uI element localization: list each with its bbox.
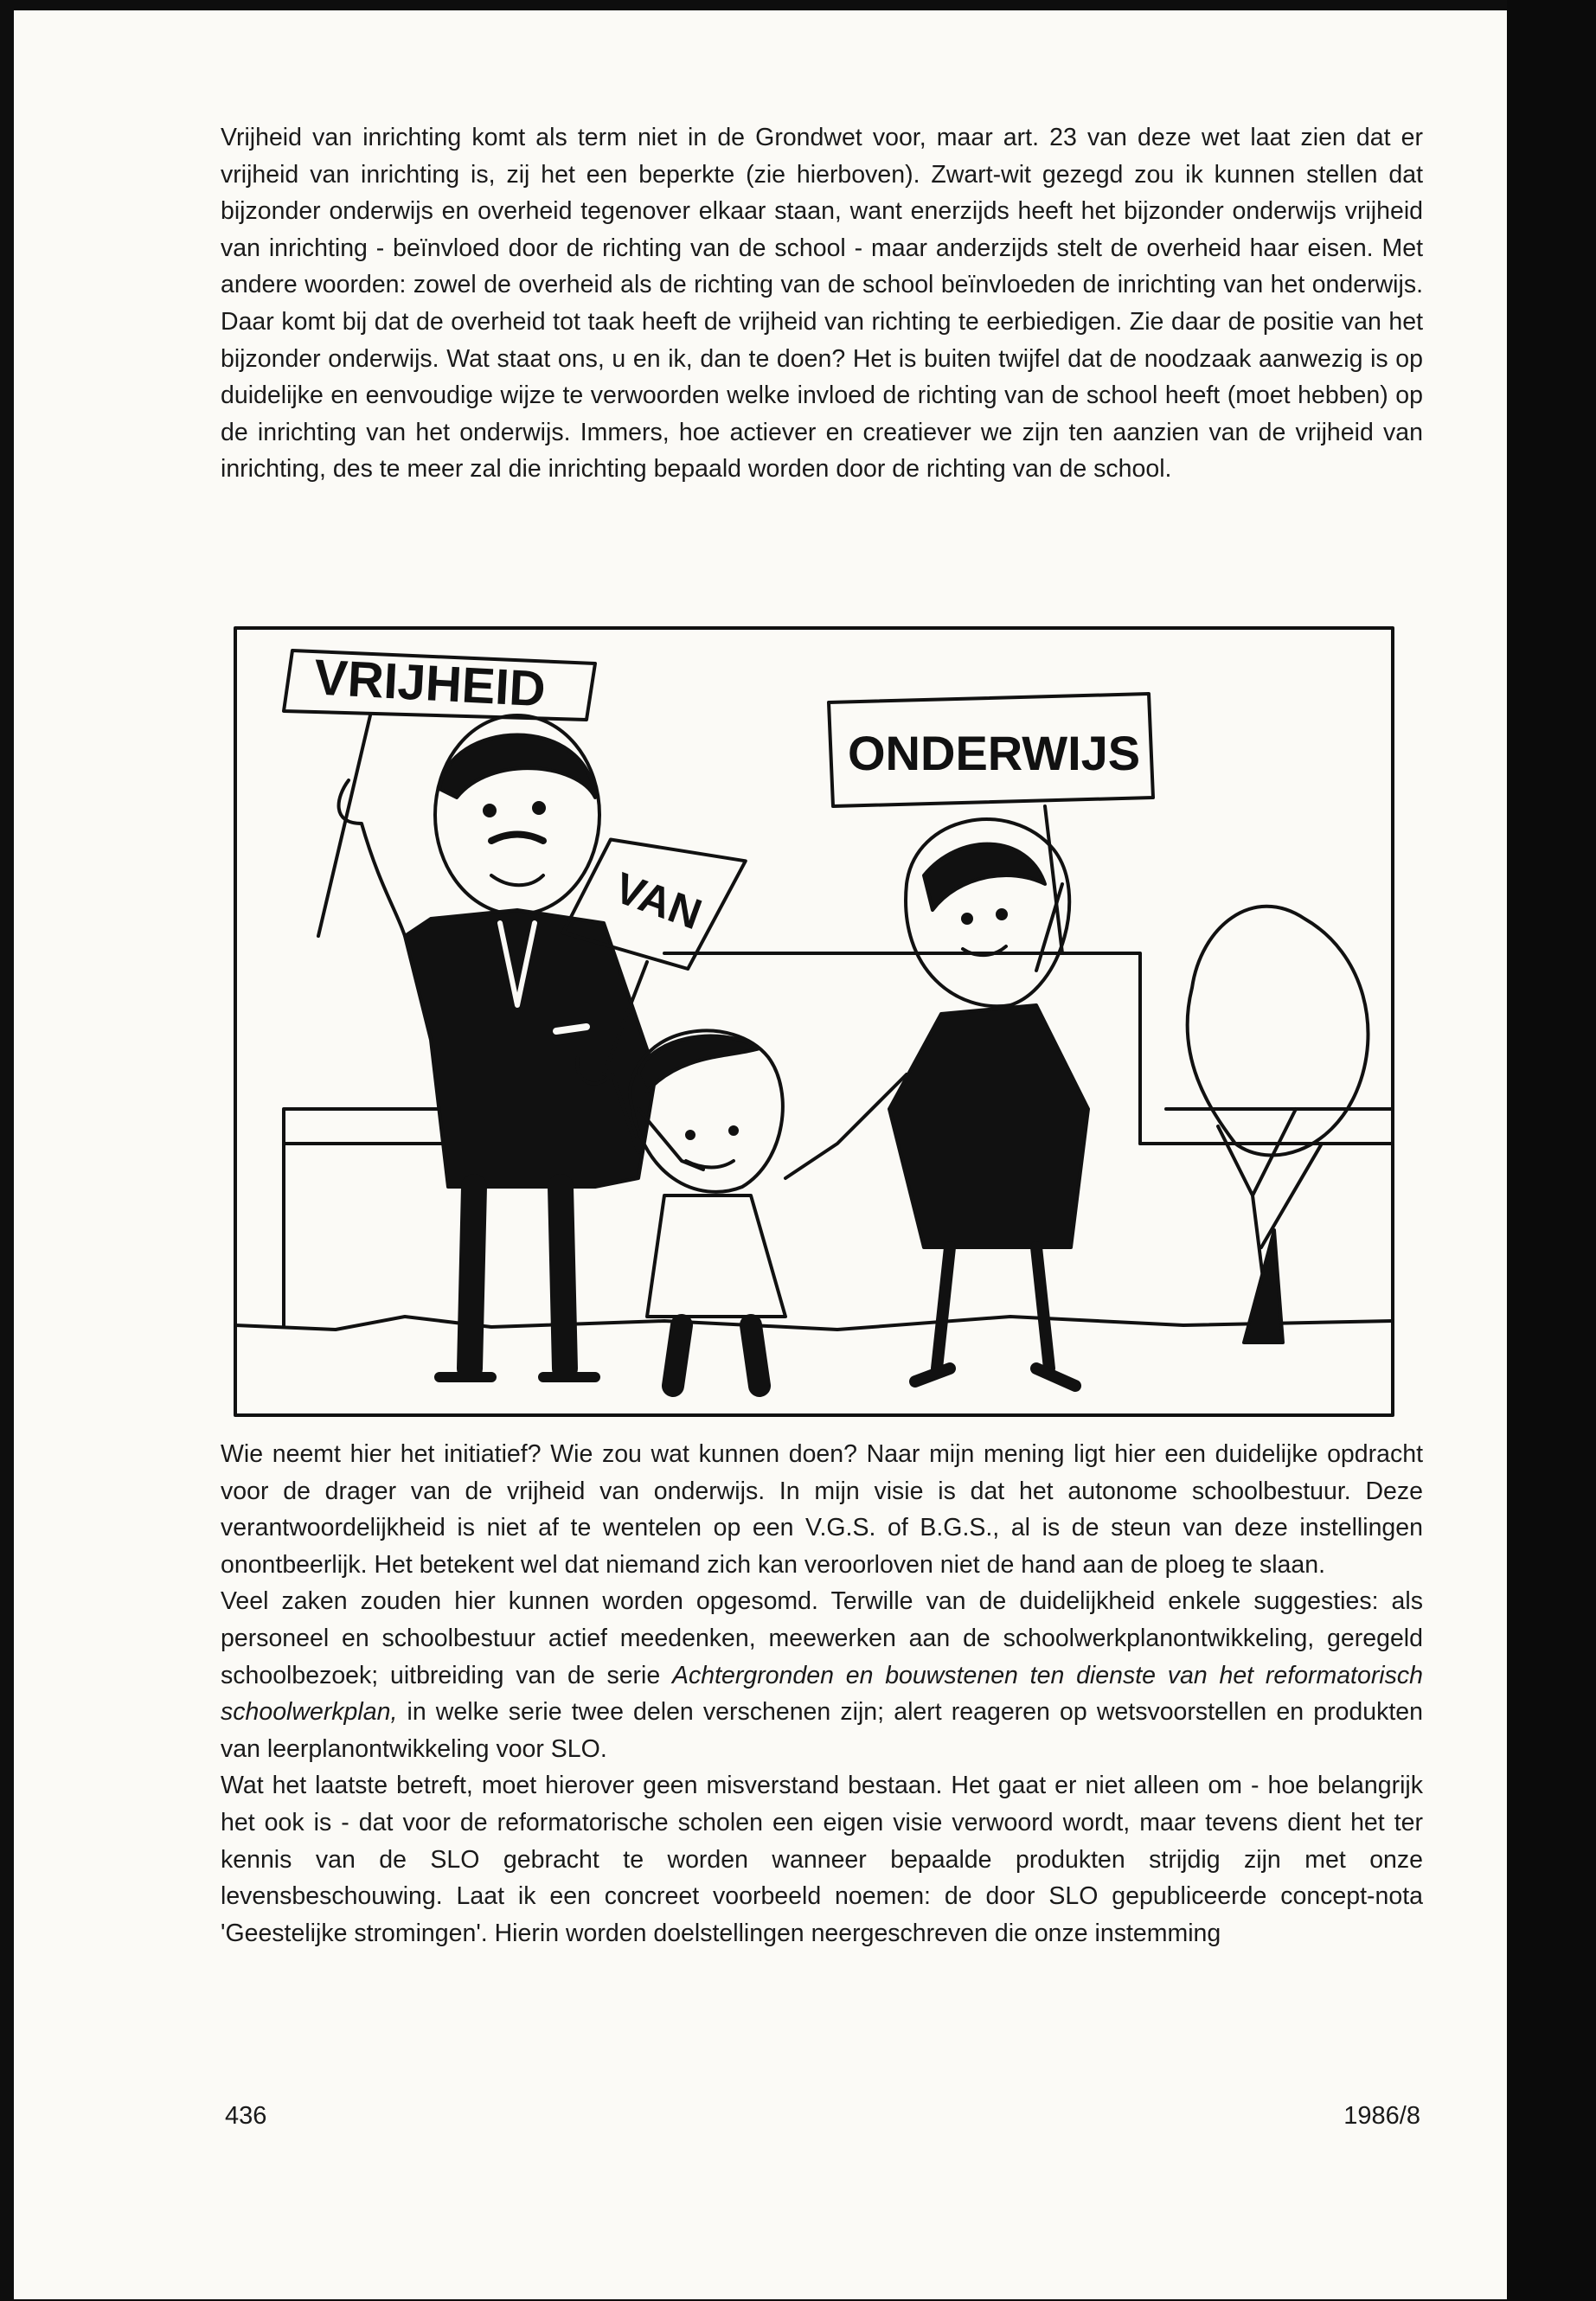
scan-edge [1507,0,1596,2301]
series-title: Achtergronden en bouwstenen ten dienste van het reformatorisch schoolwerkplan, [221,1661,1423,1727]
paragraph-bottom-2-end: in welke serie twee delen verschenen zijn; alert reageren op wetsvoorstellen en produkten van leerplanontwikkeling voor SLO. [221,1698,1423,1763]
sign-van: VAN [608,862,708,939]
body-text-bottom [221,1436,1423,1952]
cartoon-illustration [232,625,1396,1420]
page-number: 436 [225,2102,267,2130]
paragraph-bottom-2 [221,1583,1423,1767]
paragraph-bottom-2-start: Veel zaken zouden hier kunnen worden opgesomd. Terwille van de duidelijkheid enkele suggesties: als personeel en schoolbestuur actief meedenken, meewerken aan de schoolwerkplanontwikkeling, geregeld schoolbezoek; uitbreiding van de serie [221,1587,1423,1689]
paragraph-top: Vrijheid van inrichting komt als term niet in de Grondwet voor, maar art. 23 van deze wet laat zien dat er vrijheid van inrichting is, zij het een beperkte (zie hierboven). Zwart-wit gezegd zou ik kunnen stellen dat bijzonder onderwijs en overheid tegenover elkaar staan, want enerzijds heeft het bijzonder onderwijs vrijheid van inrichting - beïnvloed door de richting van de school - maar anderzijds stelt de overheid haar eisen. Met andere woorden: zowel de overheid als de richting van de school beïnvloeden de inrichting van het onderwijs. Daar komt bij dat de overheid tot taak heeft de vrijheid van richting te eerbiedigen. Zie daar de positie van het bijzonder onderwijs. Wat staat ons, u en ik, dan te doen? Het is buiten twijfel dat de noodzaak aanwezig is op duidelijke en eenvoudige wijze te verwoorden welke invloed de richting van de school heeft (moet hebben) op de inrichting van het onderwijs. Immers, hoe actiever en creatiever we zijn ten aanzien van de vrijheid van inrichting, des te meer zal die inrichting bepaald worden door de richting van de school. [221,124,1423,484]
sign-vrijheid: VRIJHEID [312,649,548,718]
sign-onderwijs: ONDERWIJS [848,726,1141,780]
issue-number: 1986/8 [1343,2102,1420,2130]
paragraph-bottom-1: Wie neemt hier het initiatief? Wie zou wat kunnen doen? Naar mijn mening ligt hier een duidelijke opdracht voor de drager van de vrijheid van onderwijs. In mijn visie is dat het autonome schoolbestuur. Deze verantwoordelijkheid is niet af te wentelen op een V.G.S. of B.G.S., al is de steun van deze instellingen onontbeerlijk. Het betekent wel dat niemand zich kan veroorloven niet de hand aan de ploeg te slaan. [221,1440,1423,1579]
body-text-top [221,119,1423,488]
paragraph-bottom-3: Wat het laatste betreft, moet hierover geen misverstand bestaan. Het gaat er niet alleen om - hoe belangrijk het ook is - dat voor de reformatorische scholen een eigen visie verwoord wordt, maar tevens dient het ter kennis van de SLO gebracht te worden wanneer bepaalde produkten strijdig zijn met onze levensbeschouwing. Laat ik een concreet voorbeeld noemen: de door SLO gepubliceerde concept-nota 'Geestelijke stromingen'. Hierin worden doelstellingen neergeschreven die onze instemming [221,1772,1423,1947]
